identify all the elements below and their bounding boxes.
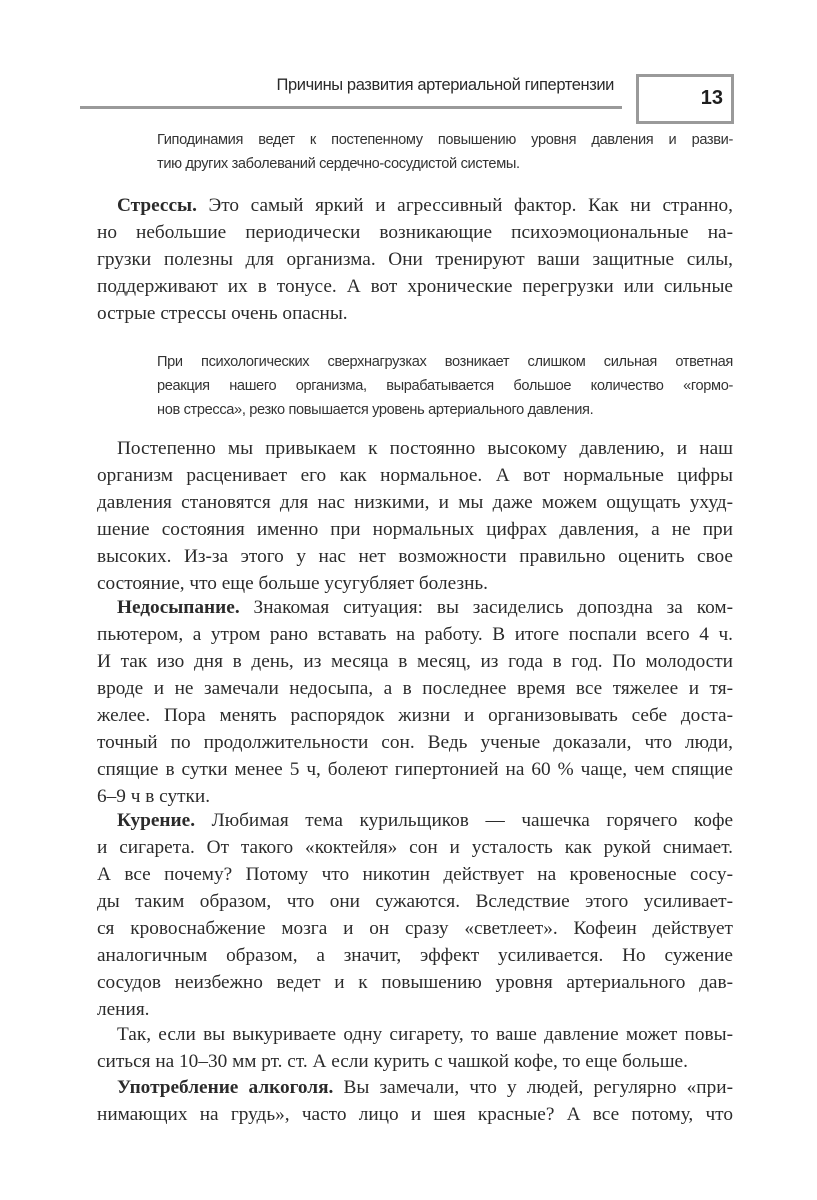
paragraph-lead: Курение.: [117, 810, 196, 831]
paragraph-adaptation: [97, 435, 733, 597]
paragraph-lead: Стрессы.: [117, 195, 197, 216]
note-line: реакция нашего организма, вырабатывается большое количество «гормо-: [157, 378, 733, 394]
paragraph-text: Вы замечали, что у людей, регулярно «при-: [333, 1077, 733, 1098]
paragraph-line: [97, 807, 733, 834]
paragraph-line: ления.: [97, 999, 150, 1020]
page-number: 13: [700, 87, 723, 109]
paragraph-sleep: [97, 594, 733, 810]
paragraph-lead: Недосыпание.: [117, 597, 240, 618]
paragraph-line: сосудов неизбежно ведет и к повышению уровня артериального дав-: [97, 972, 733, 993]
note-line: Гиподинамия ведет к постепенному повышению уровня давления и разви-: [157, 132, 733, 148]
paragraph-smoking: [97, 807, 733, 1023]
paragraph-line: А все почему? Потому что никотин действует на кровеносные сосу-: [97, 864, 733, 885]
note-line: нов стресса», резко повышается уровень артериального давления.: [157, 402, 594, 418]
paragraph-line: аналогичным образом, а значит, эффект усиливается. Но сужение: [97, 945, 733, 966]
paragraph-line: Постепенно мы привыкаем к постоянно высокому давлению, и наш: [117, 438, 733, 459]
paragraph-line: поддерживают их в тонусе. А вот хронические перегрузки или сильные: [97, 276, 733, 297]
paragraph-line: желее. Пора менять распорядок жизни и организовывать себе доста-: [97, 705, 733, 726]
paragraph-cigarette-effect: [97, 1021, 733, 1075]
paragraph-line: и сигарета. От такого «коктейля» сон и усталость как рукой снимает.: [97, 837, 733, 858]
paragraph-line: давления становятся для нас низкими, и мы даже можем ощущать ухуд-: [97, 492, 733, 513]
paragraph-text: Знакомая ситуация: вы засиделись допоздна за ком-: [239, 597, 733, 618]
paragraph-line: 6–9 ч в сутки.: [97, 786, 211, 807]
paragraph-line: пьютером, а утром рано вставать на работу. В итоге поспали всего 4 ч.: [97, 624, 733, 645]
paragraph-line: ды таким образом, что они сужаются. Вследствие этого усиливает-: [97, 891, 733, 912]
paragraph-line: ситься на 10–30 мм рт. ст. А если курить с чашкой кофе, то еще больше.: [97, 1051, 688, 1072]
note-line: При психологических сверхнагрузках возникает слишком сильная ответная: [157, 354, 733, 370]
paragraph-text: Это самый яркий и агрессивный фактор. Как ни странно,: [196, 195, 733, 216]
paragraph-alcohol: [97, 1074, 733, 1128]
note-line: тию других заболеваний сердечно-сосудистой системы.: [157, 156, 520, 172]
paragraph-stress: [97, 192, 733, 327]
paragraph-line: ся кровоснабжение мозга и он сразу «светлеет». Кофеин действует: [97, 918, 733, 939]
page-number-box: [636, 74, 734, 124]
paragraph-text: Любимая тема курильщиков — чашечка горячего кофе: [195, 810, 733, 831]
paragraph-line: Так, если вы выкуриваете одну сигарету, то ваше давление может повы-: [117, 1024, 733, 1045]
paragraph-line: [97, 1074, 733, 1101]
paragraph-line: но небольшие периодически возникающие психоэмоциональные на-: [97, 222, 733, 243]
paragraph-line: нимающих на грудь», часто лицо и шея красные? А все потому, что: [97, 1104, 733, 1125]
paragraph-line: грузки полезны для организма. Они тренируют ваши защитные силы,: [97, 249, 733, 270]
paragraph-line: спящие в сутки менее 5 ч, болеют гипертонией на 60 % чаще, чем спящие: [97, 759, 733, 780]
running-title: Причины развития артериальной гипертензии: [276, 76, 614, 94]
paragraph-line: вроде и не замечали недосыпа, а в последнее время все тяжелее и тя-: [97, 678, 733, 699]
paragraph-line: высоких. Из-за этого у нас нет возможности правильно оценить свое: [97, 546, 733, 567]
note-hypodynamia: [157, 128, 733, 176]
paragraph-line: И так изо дня в день, из месяца в месяц, из года в год. По молодости: [97, 651, 733, 672]
note-overload: [157, 350, 733, 422]
paragraph-line: состояние, что еще больше усугубляет болезнь.: [97, 573, 488, 594]
paragraph-lead: Употребление алкоголя.: [117, 1077, 334, 1098]
header-rule: [80, 106, 622, 109]
paragraph-line: организм расценивает его как нормальное. А вот нормальные цифры: [97, 465, 733, 486]
paragraph-line: точный по продолжительности сон. Ведь ученые доказали, что люди,: [97, 732, 733, 753]
paragraph-line: острые стрессы очень опасны.: [97, 303, 348, 324]
paragraph-line: [97, 192, 733, 219]
paragraph-line: шение состояния именно при нормальных цифрах давления, а не при: [97, 519, 733, 540]
paragraph-line: [97, 594, 733, 621]
